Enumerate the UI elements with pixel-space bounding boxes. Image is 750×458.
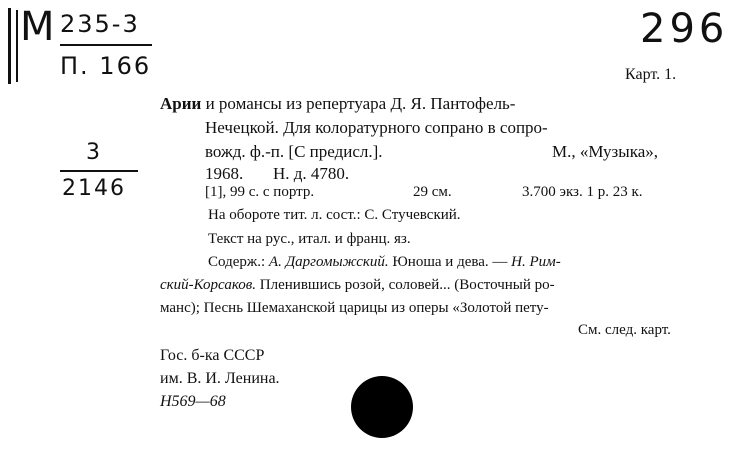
title-line-1-text: и романсы из репертуара Д. Я. Пантофель- [201,94,516,113]
handwritten-fraction-bottom: 2146 [62,176,126,201]
title-line-2: Нечецкой. Для колоратурного сопрано в сопро- [205,118,548,137]
library-line-2: им. В. И. Ленина. [160,370,280,387]
handwritten-fraction-top: 3 [86,140,102,165]
handwritten-page-number: 296 [640,6,729,52]
contents-line-2 [160,277,555,294]
note-languages: Текст на рус., итал. и франц. яз. [208,231,411,247]
card-label: Карт. 1. [625,66,677,83]
contents-line-3: манс); Песнь Шемаханской царицы из оперы «Золотой пету- [160,300,549,316]
note-compiler: На обороте тит. л. сост.: С. Стучевский. [208,207,461,223]
physical-size: 29 см. [413,184,452,200]
title-line-1 [160,94,515,114]
handwritten-sub-code: П. 166 [60,52,152,80]
library-code: Н569—68 [160,393,226,410]
physical-price: 3.700 экз. 1 р. 23 к. [522,184,643,200]
contents-line-1 [208,254,561,271]
handwritten-bar-left-2 [16,10,18,82]
handwritten-letter: M [20,4,57,50]
contents-author-2-cont: ский-Корсаков. [160,277,257,293]
contents-author-1: А. Даргомыжский. [268,254,389,270]
contents-text-1: Юноша и дева. — [388,254,512,270]
continued-note: См. след. карт. [578,322,671,338]
contents-label: Содерж.: [208,254,269,270]
handwritten-top-code: 235-3 [60,10,140,38]
contents-text-2: Пленившись розой, соловей... (Восточный ро- [256,277,555,293]
punch-hole [351,376,413,438]
title-bold-word: Арии [160,94,202,113]
library-line-1: Гос. б-ка СССР [160,347,265,364]
handwritten-bar-left [8,8,11,84]
contents-author-2-part: Н. Рим- [511,254,561,270]
handwritten-underline [60,44,152,46]
title-line-3-left: вожд. ф.-п. [С предисл.]. [205,142,383,161]
handwritten-fraction-line [60,170,138,172]
title-line-3-right: М., «Музыка», [552,142,658,161]
physical-pages: [1], 99 с. с портр. [205,184,315,200]
title-line-4: 1968. Н. д. 4780. [205,164,350,183]
